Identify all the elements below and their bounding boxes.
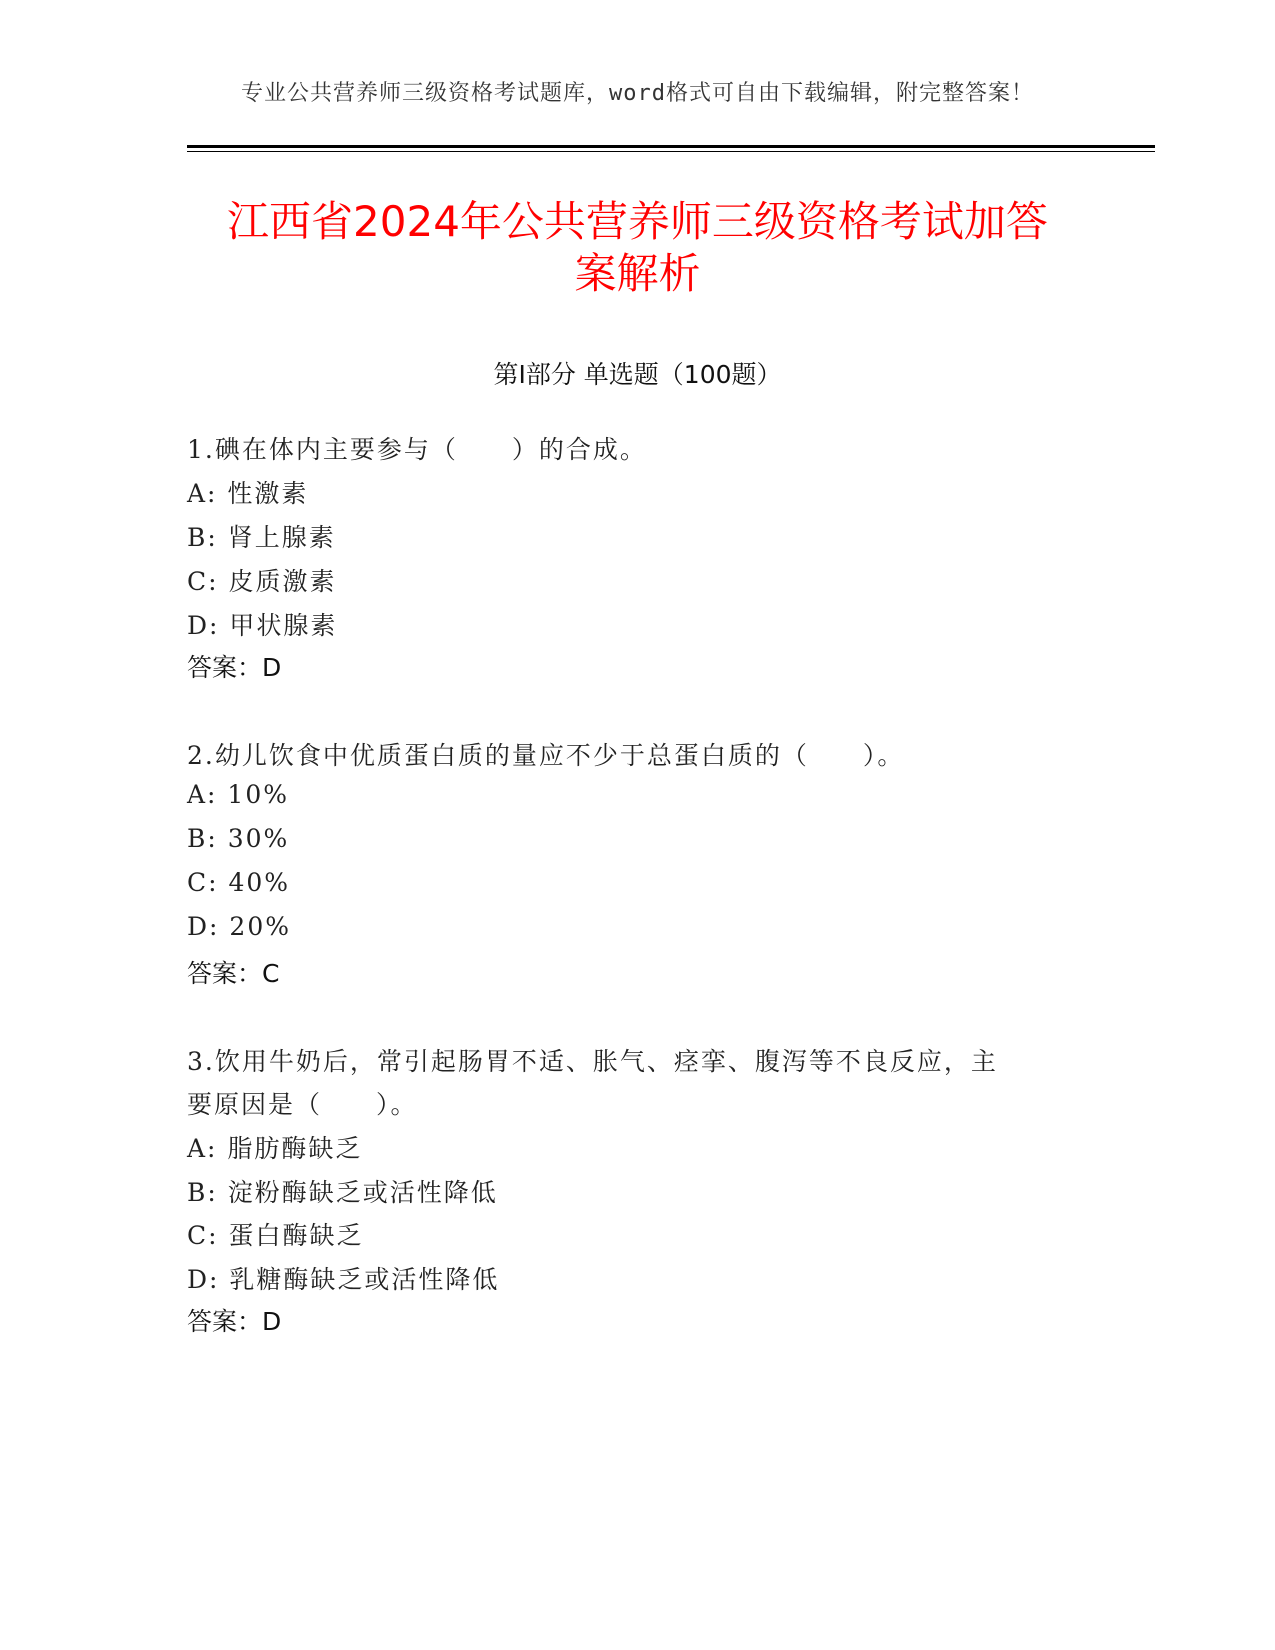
question-3-option-b: B: 淀粉酶缺乏或活性降低 — [187, 1178, 498, 1207]
question-2-option-b: B: 30% — [187, 824, 290, 853]
section-heading: 第Ⅰ部分 单选题（100题） — [493, 360, 782, 389]
question-3-option-d: D: 乳糖酶缺乏或活性降低 — [187, 1265, 500, 1294]
header-divider-thick — [187, 145, 1155, 148]
question-2-option-a: A: 10% — [187, 780, 289, 809]
question-3-option-c: C: 蛋白酶缺乏 — [187, 1221, 364, 1250]
header-note: 专业公共营养师三级资格考试题库，word格式可自由下载编辑，附完整答案！ — [241, 81, 1034, 106]
question-1-option-a: A: 性激素 — [187, 479, 309, 508]
question-3-stem-line-1: 3.饮用牛奶后，常引起肠胃不适、胀气、痉挛、腹泻等不良反应，主 — [187, 1047, 998, 1076]
question-1-option-d: D: 甲状腺素 — [187, 611, 338, 640]
document-title-line-1: 江西省2024年公共营养师三级资格考试加答 — [227, 197, 1048, 246]
question-1-stem: 1.碘在体内主要参与（ ）的合成。 — [187, 435, 647, 464]
question-3-answer: 答案：D — [187, 1307, 282, 1336]
question-1-answer: 答案：D — [187, 653, 282, 682]
question-2-option-d: D: 20% — [187, 912, 291, 941]
question-2-option-c: C: 40% — [187, 868, 291, 897]
question-3-option-a: A: 脂肪酶缺乏 — [187, 1134, 363, 1163]
header-divider-thin — [187, 151, 1155, 152]
question-1-option-c: C: 皮质激素 — [187, 567, 337, 596]
question-2-stem: 2.幼儿饮食中优质蛋白质的量应不少于总蛋白质的（ ）。 — [187, 741, 905, 770]
document-title-line-2: 案解析 — [574, 249, 701, 298]
question-2-answer: 答案：C — [187, 959, 280, 988]
document-title — [150, 196, 1125, 300]
question-1-option-b: B: 肾上腺素 — [187, 523, 336, 552]
question-3-stem-line-2: 要原因是（ ）。 — [187, 1090, 418, 1119]
